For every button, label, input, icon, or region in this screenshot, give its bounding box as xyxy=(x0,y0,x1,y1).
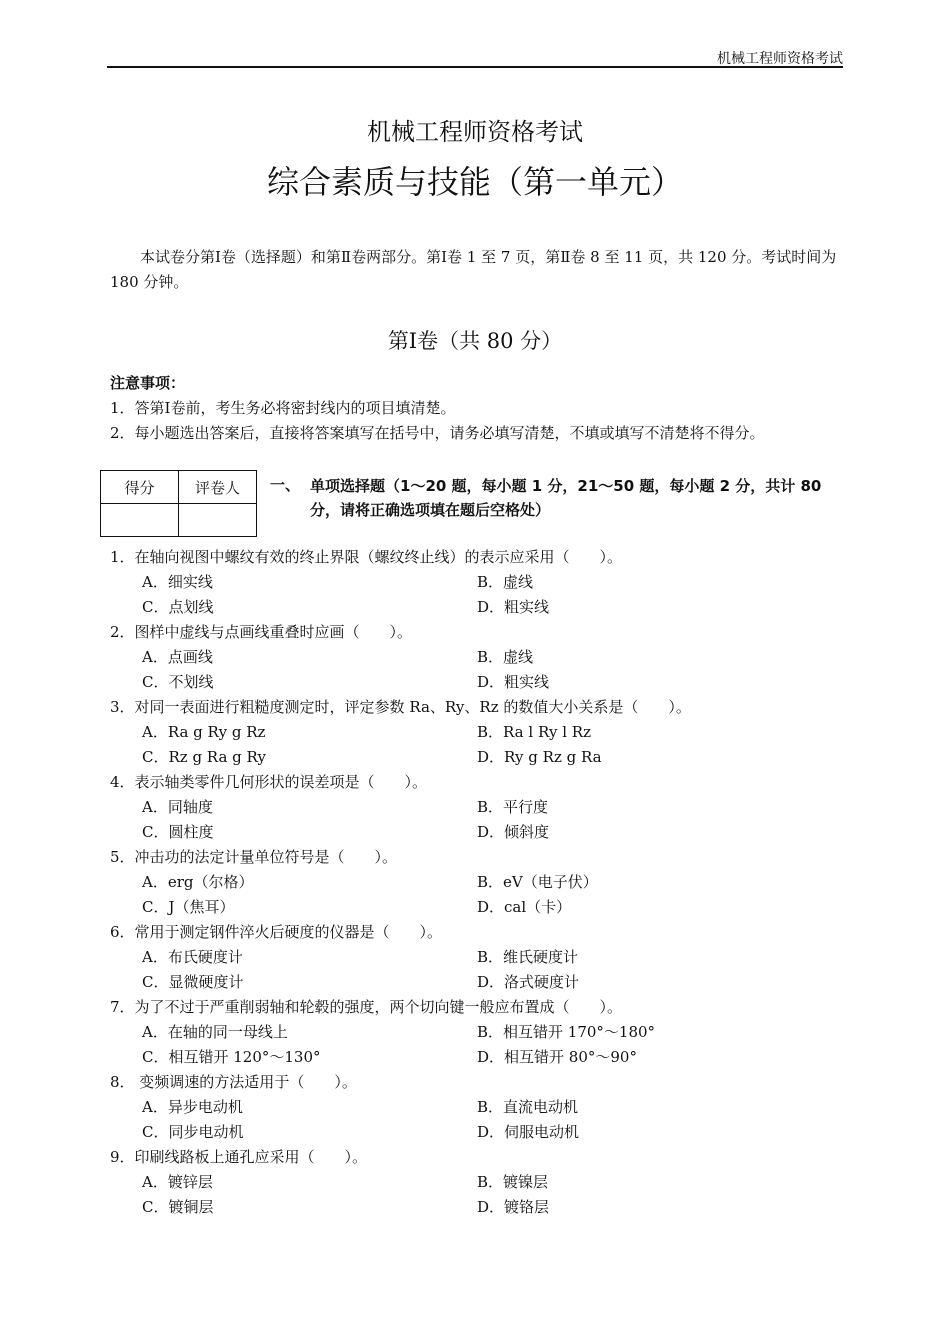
option-a: A．细实线 xyxy=(142,573,213,591)
grader-cell xyxy=(179,504,257,537)
notice-heading: 注意事项： xyxy=(110,374,186,392)
option-a: A．布氏硬度计 xyxy=(142,948,243,966)
option-c: C．镀铜层 xyxy=(142,1198,214,1216)
question-stem: 3．对同一表面进行粗糙度测定时，评定参数 Ra、Ry、Rz 的数值大小关系是（ ）。 xyxy=(110,698,691,716)
question-stem: 7．为了不过于严重削弱轴和轮毂的强度，两个切向键一般应布置成（ ）。 xyxy=(110,998,623,1016)
option-a: A．异步电动机 xyxy=(142,1098,243,1116)
option-b: B．虚线 xyxy=(477,573,534,591)
option-d: D．倾斜度 xyxy=(477,823,550,841)
question-stem: 8． 变频调速的方法适用于（ ）。 xyxy=(110,1073,357,1091)
option-d: D．镀铬层 xyxy=(477,1198,550,1216)
score-header: 得分 xyxy=(101,471,179,504)
option-row xyxy=(110,1020,850,1045)
option-b: B．镀镍层 xyxy=(477,1173,549,1191)
option-c: C．显微硬度计 xyxy=(142,973,244,991)
option-a: A．erg（尔格） xyxy=(142,873,254,891)
header-divider xyxy=(107,66,843,68)
option-c: C．点划线 xyxy=(142,598,214,616)
option-d: D．粗实线 xyxy=(477,598,550,616)
option-row xyxy=(110,795,850,820)
section-instructions: 单项选择题（1～20 题，每小题 1 分，21～50 题，每小题 2 分，共计 80 分，请将正确选项填在题后空格处） xyxy=(310,477,822,519)
option-row xyxy=(110,1045,850,1070)
option-row xyxy=(110,970,850,995)
question-stem: 1．在轴向视图中螺纹有效的终止界限（螺纹终止线）的表示应采用（ ）。 xyxy=(110,548,623,566)
option-c: C．不划线 xyxy=(142,673,214,691)
question-stem: 2．图样中虚线与点画线重叠时应画（ ）。 xyxy=(110,623,413,641)
option-row xyxy=(110,1170,850,1195)
option-a: A．Ra g Ry g Rz xyxy=(142,723,266,741)
exam-title: 机械工程师资格考试 xyxy=(367,118,583,146)
option-row xyxy=(110,720,850,745)
option-row xyxy=(110,595,850,620)
option-d: D．cal（卡） xyxy=(477,898,572,916)
option-a: A．点画线 xyxy=(142,648,213,666)
option-c: C．同步电动机 xyxy=(142,1123,244,1141)
option-row xyxy=(110,570,850,595)
running-header: 机械工程师资格考试 xyxy=(717,51,843,67)
question-stem: 6．常用于测定钢件淬火后硬度的仪器是（ ）。 xyxy=(110,923,443,941)
option-b: B．直流电动机 xyxy=(477,1098,579,1116)
question-stem: 9．印刷线路板上通孔应采用（ ）。 xyxy=(110,1148,368,1166)
section-number: 一、 xyxy=(270,476,301,494)
option-c: C．Rz g Ra g Ry xyxy=(142,748,267,766)
option-row xyxy=(110,670,850,695)
question-list xyxy=(110,545,850,1220)
option-d: D．粗实线 xyxy=(477,673,550,691)
option-row xyxy=(110,895,850,920)
option-c: C．圆柱度 xyxy=(142,823,214,841)
option-a: A．镀锌层 xyxy=(142,1173,213,1191)
option-b: B．相互错开 170°～180° xyxy=(477,1023,656,1041)
option-row xyxy=(110,745,850,770)
intro-paragraph: 本试卷分第Ⅰ卷（选择题）和第Ⅱ卷两部分。第Ⅰ卷 1 至 7 页，第Ⅱ卷 8 至 11 页，共 120 分。考试时间为 180 分钟。 xyxy=(110,248,837,291)
score-table xyxy=(100,470,257,537)
option-row xyxy=(110,945,850,970)
option-b: B．平行度 xyxy=(477,798,549,816)
option-c: C．J（焦耳） xyxy=(142,898,235,916)
option-b: B．虚线 xyxy=(477,648,534,666)
volume-title: 第Ⅰ卷（共 80 分） xyxy=(387,329,563,353)
option-c: C．相互错开 120°～130° xyxy=(142,1048,321,1066)
question-stem: 4．表示轴类零件几何形状的误差项是（ ）。 xyxy=(110,773,428,791)
option-row xyxy=(110,1095,850,1120)
option-b: B．Ra l Ry l Rz xyxy=(477,723,591,741)
option-row xyxy=(110,870,850,895)
option-d: D．洛式硬度计 xyxy=(477,973,580,991)
option-d: D．Ry g Rz g Ra xyxy=(477,748,602,766)
option-b: B．维氏硬度计 xyxy=(477,948,579,966)
notice-item: 1．答第Ⅰ卷前，考生务必将密封线内的项目填清楚。 xyxy=(110,399,456,417)
option-row xyxy=(110,645,850,670)
option-a: A．同轴度 xyxy=(142,798,213,816)
option-d: D．伺服电动机 xyxy=(477,1123,580,1141)
option-row xyxy=(110,1195,850,1220)
question-stem: 5．冲击功的法定计量单位符号是（ ）。 xyxy=(110,848,398,866)
option-row xyxy=(110,1120,850,1145)
option-row xyxy=(110,820,850,845)
option-a: A．在轴的同一母线上 xyxy=(142,1023,288,1041)
score-cell xyxy=(101,504,179,537)
option-d: D．相互错开 80°～90° xyxy=(477,1048,637,1066)
grader-header: 评卷人 xyxy=(179,471,257,504)
exam-subtitle: 综合素质与技能（第一单元） xyxy=(266,163,683,201)
option-b: B．eV（电子伏） xyxy=(477,873,598,891)
notice-item: 2．每小题选出答案后，直接将答案填写在括号中，请务必填写清楚，不填或填写不清楚将不得分。 xyxy=(110,424,765,442)
